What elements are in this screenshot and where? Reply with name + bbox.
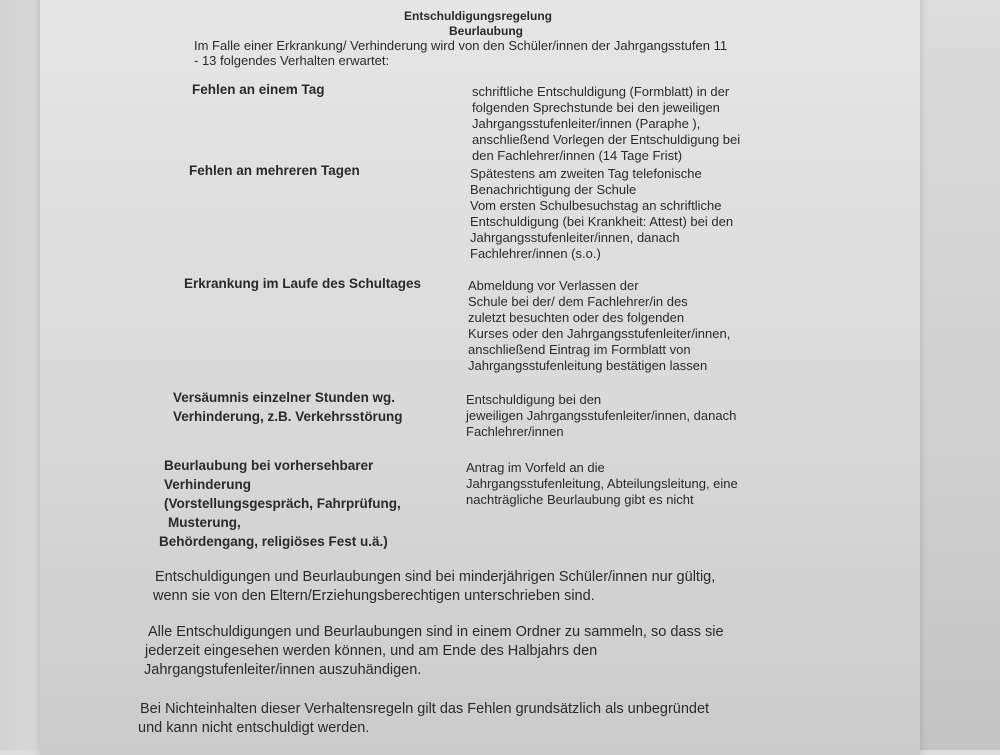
paragraph-nichteinhalten: Bei Nichteinhalten dieser Verhaltensregeln gilt das Fehlen grundsätzlich als unbegründet und kann nicht entschuldigt werden. <box>138 701 710 736</box>
intro-line-1: Im Falle einer Erkrankung/ Verhinderung wird von den Schüler/innen der Jahrgangsstufen 11 <box>194 38 728 53</box>
intro-line-2: - 13 folgendes Verhalten erwartet: <box>194 53 390 68</box>
rule-label-beurlaubung: Beurlaubung bei vorhersehbarer Verhinderung (Vorstellungsgespräch, Fahrprüfung, Musterung, Behördengang, religiöses Fest u.ä.) <box>159 458 401 549</box>
document-title: Entschuldigungsregelung <box>404 9 553 23</box>
rule-label-fehlen-ein-tag: Fehlen an einem Tag <box>192 82 325 97</box>
rule-text-versaeumnis-stunden: Entschuldigung bei den jeweiligen Jahrgangsstufenleiter/innen, danach Fachlehrer/innen <box>466 392 737 439</box>
rule-text-beurlaubung: Antrag im Vorfeld an die Jahrgangsstufenleitung, Abteilungsleitung, eine nachträgliche Beurlaubung gibt es nicht <box>466 460 738 507</box>
rule-text-fehlen-ein-tag: schriftliche Entschuldigung (Formblatt) in der folgenden Sprechstunde bei den jeweiligen Jahrgangsstufenleiter/innen (Paraphe ), anschließend Vorlegen der Entschuldigung bei den Fachlehrer/innen (14 Tage Frist) <box>472 84 741 163</box>
document-subtitle: Beurlaubung <box>449 24 523 38</box>
paragraph-ordner: Alle Entschuldigungen und Beurlaubungen sind in einem Ordner zu sammeln, so dass sie jederzeit eingesehen werden können, und am Ende des Halbjahrs den Jahrgangstufenleiter/innen auszuhändigen. <box>144 624 724 678</box>
rule-label-versaeumnis-stunden: Versäumnis einzelner Stunden wg. Verhinderung, z.B. Verkehrsstörung <box>173 390 403 424</box>
rule-text-fehlen-mehrere-tage: Spätestens am zweiten Tag telefonische Benachrichtigung der Schule Vom ersten Schulbesuchstag an schriftliche Entschuldigung (bei Krankheit: Attest) bei den Jahrgangsstufenleiter/innen, danach Fachlehrer/innen (s.o.) <box>470 166 734 261</box>
rule-label-erkrankung-schultag: Erkrankung im Laufe des Schultages <box>184 276 422 291</box>
paragraph-gueltigkeit: Entschuldigungen und Beurlaubungen sind bei minderjährigen Schüler/innen nur gültig, wenn sie von den Eltern/Erziehungsberechtigen unterschrieben sind. <box>153 569 716 604</box>
rule-text-erkrankung-schultag: Abmeldung vor Verlassen der Schule bei der/ dem Fachlehrer/in des zuletzt besuchten oder des folgenden Kurses oder den Jahrgangsstufenleiter/innen, anschließend Eintrag im Formblatt von Jahrgangsstufenleitung bestätigen lassen <box>468 278 731 373</box>
rule-label-fehlen-mehrere-tage: Fehlen an mehreren Tagen <box>189 163 360 178</box>
